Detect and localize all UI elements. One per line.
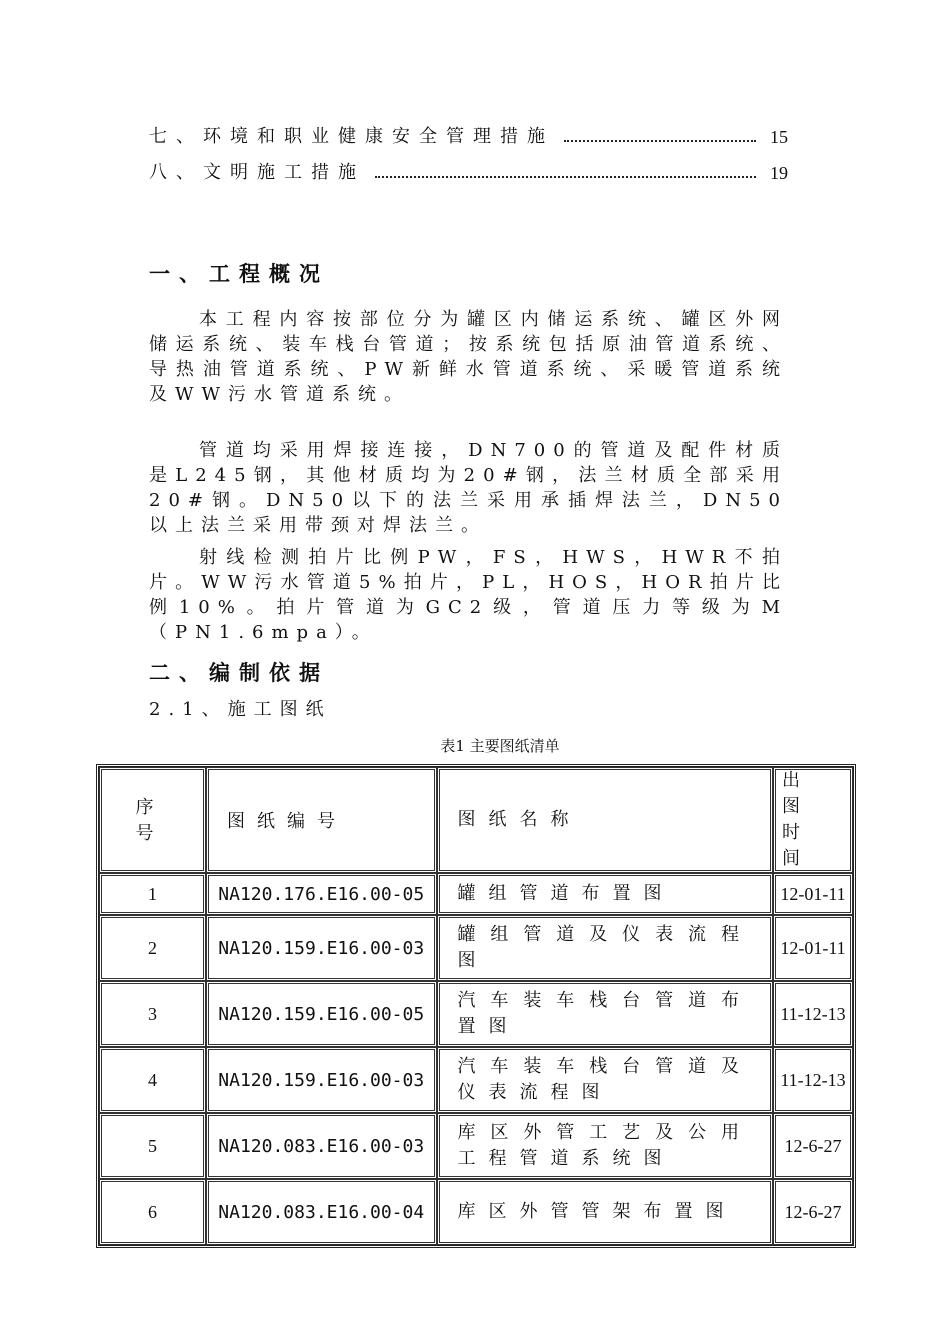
toc-title: 八、文明施工措施 [149, 162, 365, 183]
issue-date: 12-01-11 [773, 873, 853, 915]
table-row [99, 1113, 853, 1179]
row-number: 6 [99, 1179, 206, 1245]
drawing-name: 罐组管道布置图 [437, 873, 774, 915]
row-number: 1 [99, 873, 206, 915]
drawing-name: 汽车装车栈台管道布置图 [437, 981, 774, 1047]
toc-page-number: 15 [770, 127, 788, 147]
issue-date: 11-12-13 [773, 981, 853, 1047]
drawing-code: NA120.159.E16.00-05 [206, 981, 437, 1047]
table-header-row [99, 767, 853, 873]
drawing-code: NA120.083.E16.00-04 [206, 1179, 437, 1245]
drawing-code: NA120.159.E16.00-03 [206, 915, 437, 981]
subsection-heading: 2.1、施工图纸 [149, 699, 332, 720]
drawings-table [96, 764, 856, 1248]
table-caption: 表1 主要图纸清单 [440, 737, 560, 755]
drawing-name: 汽车装车栈台管道及仪表流程图 [437, 1047, 774, 1113]
toc-entry[interactable] [149, 122, 788, 148]
header-cell: 图纸名称 [437, 767, 774, 873]
toc-entry[interactable] [149, 158, 788, 184]
section-heading: 一、工程概况 [149, 261, 329, 286]
toc-leader-dots [564, 140, 756, 142]
issue-date: 12-01-11 [773, 915, 853, 981]
row-number: 5 [99, 1113, 206, 1179]
table-row [99, 1047, 853, 1113]
header-cell: 出图时间 [773, 767, 853, 873]
drawing-name: 库区外管工艺及公用工程管道系统图 [437, 1113, 774, 1179]
toc-leader-dots [375, 176, 756, 178]
table-row [99, 915, 853, 981]
row-number: 3 [99, 981, 206, 1047]
header-cell: 序号 [99, 767, 206, 873]
header-cell: 图纸编号 [206, 767, 437, 873]
body-paragraph: 射线检测拍片比例PW，FS，HWS，HWR不拍片。WW污水管道5%拍片，PL，HOS，HOR拍片比例10%。拍片管道为GC2级，管道压力等级为M（PN1.6mpa）。 [149, 547, 788, 643]
issue-date: 12-6-27 [773, 1113, 853, 1179]
drawing-code: NA120.176.E16.00-05 [206, 873, 437, 915]
table-row [99, 981, 853, 1047]
drawing-code: NA120.159.E16.00-03 [206, 1047, 437, 1113]
table-row [99, 1179, 853, 1245]
body-paragraph: 管道均采用焊接连接，DN700的管道及配件材质是L245钢，其他材质均为20#钢，法兰材质全部采用20#钢。DN50以下的法兰采用承插焊法兰，DN50以上法兰采用带颈对焊法兰。 [149, 440, 788, 536]
toc-page-number: 19 [770, 163, 788, 183]
row-number: 2 [99, 915, 206, 981]
drawing-name: 库区外管管架布置图 [437, 1179, 774, 1245]
toc-title: 七、环境和职业健康安全管理措施 [149, 126, 554, 147]
row-number: 4 [99, 1047, 206, 1113]
drawing-name: 罐组管道及仪表流程图 [437, 915, 774, 981]
section-heading: 二、编制依据 [149, 660, 329, 685]
drawing-code: NA120.083.E16.00-03 [206, 1113, 437, 1179]
body-paragraph: 本工程内容按部位分为罐区内储运系统、罐区外网储运系统、装车栈台管道；按系统包括原油管道系统、导热油管道系统、PW新鲜水管道系统、采暖管道系统及WW污水管道系统。 [149, 309, 788, 405]
issue-date: 12-6-27 [773, 1179, 853, 1245]
table-row [99, 873, 853, 915]
issue-date: 11-12-13 [773, 1047, 853, 1113]
